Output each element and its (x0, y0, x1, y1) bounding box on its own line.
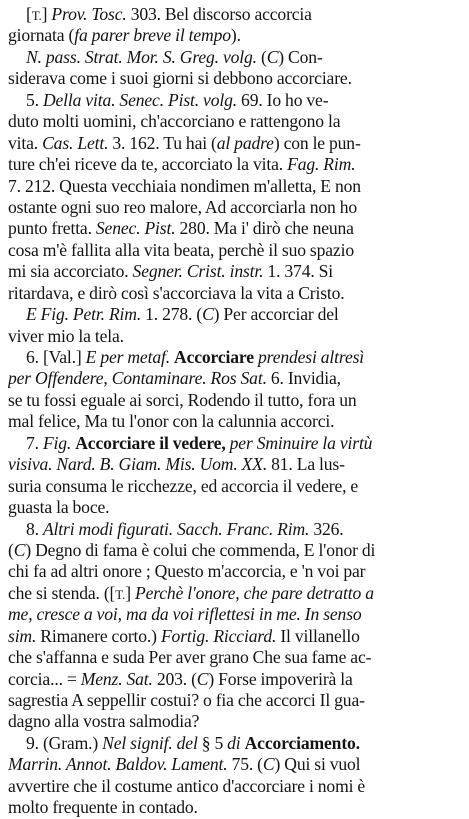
text-line-24: guasta la boce. (8, 497, 110, 518)
text-line-16: viver mio la tela. (8, 325, 124, 346)
text-line-17: 6. [Val.] E per metaf. Accorciare prendesi altresì (26, 347, 365, 367)
text-line-26: (C) Degno di fama è colui che commenda, E l'onor di (8, 539, 376, 560)
text-line-37: avvertire che il costume antico d'accorciare i nomi è (8, 775, 366, 796)
text-line-33: sagrestia A seppellir costui? o fia che accorci Il gua- (8, 690, 365, 710)
text-line-3: N. pass. Strat. Mor. S. Greg. volg. (C) Con- (26, 46, 323, 67)
text-line-36: Marrin. Annot. Baldov. Lament. 75. (C) Qui si vuol (8, 754, 361, 775)
text-line-2: giornata (fa parer breve il tempo). (8, 25, 241, 46)
text-line-7: vita. Cas. Lett. 3. 162. Tu hai (al padre) con le pun- (8, 132, 361, 153)
text-line-34: dagno alla vostra salmodia? (8, 711, 200, 732)
text-line-35: 9. (Gram.) Nel signif. del § 5 di Accorciamento. (26, 732, 360, 753)
text-line-1: [T.] Prov. Tosc. 303. Bel discorso accorcia (26, 4, 312, 24)
text-line-11: punto fretta. Senec. Pist. 280. Ma i' dirò che neuna (8, 218, 354, 239)
text-line-13: mi sia accorciato. Segner. Crist. instr. 1. 374. Si (8, 261, 334, 282)
text-line-15: E Fig. Petr. Rim. 1. 278. (C) Per accorciar del (26, 304, 339, 325)
text-line-14: ritardava, e dirò così s'accorciava la vita a Cristo. (8, 282, 345, 303)
text-line-8: ture ch'ei riceve da te, accorciato la vita. Fag. Rim. (8, 154, 356, 175)
text-line-30: sim. Rimanere corto.) Fortig. Ricciard. Il villanello (8, 625, 360, 646)
text-line-18: per Offendere, Contaminare. Ros Sat. 6. Invidia, (8, 368, 341, 389)
text-line-25: 8. Altri modi figurati. Sacch. Franc. Rim. 326. (26, 518, 344, 539)
text-line-12: cosa m'è fallita alla vita beata, perchè il suo spazio (8, 239, 354, 260)
text-line-5: 5. Della vita. Senec. Pist. volg. 69. Io ho ve- (26, 89, 329, 110)
text-line-27: chi fa ad altri onore ; Questo m'accorcia, e 'n voi par (8, 561, 366, 582)
text-line-20: mal felice, Ma tu l'onor con la calunnia accorci. (8, 411, 335, 432)
text-line-21: 7. Fig. Accorciare il vedere, per Sminuire la virtù (26, 432, 373, 453)
text-line-4: siderava come i suoi giorni si debbono accorciare. (8, 68, 352, 89)
text-line-38: molto frequente in contado. (8, 797, 198, 818)
text-line-28: che si stenda. ([T.] Perchè l'onore, che pare detratto a (8, 582, 374, 603)
text-line-31: che s'affanna e suda Per aver grano Che sua fame ac- (8, 647, 372, 668)
text-line-6: duto molti uomini, ch'accorciano e rattengono la (8, 111, 341, 132)
text-line-9: 7. 212. Questa vecchiaia nondimen m'alletta, E non (8, 175, 361, 196)
text-line-23: suria consuma le ricchezze, ed accorcia il vedere, e (8, 475, 359, 496)
text-line-29: me, cresce a voi, ma da voi riflettesi in me. In senso (8, 604, 362, 625)
text-line-19: se tu fossi eguale ai sorci, Rodendo il tutto, fora un (8, 389, 357, 410)
text-line-32: corcia... = Menz. Sat. 203. (C) Forse impoverirà la (8, 668, 353, 689)
text-line-22: visiva. Nard. B. Giam. Mis. Uom. XX. 81. La lus- (8, 454, 345, 475)
text-line-10: ostante ogni suo reo malore, Ad accorciarla non ho (8, 196, 358, 217)
